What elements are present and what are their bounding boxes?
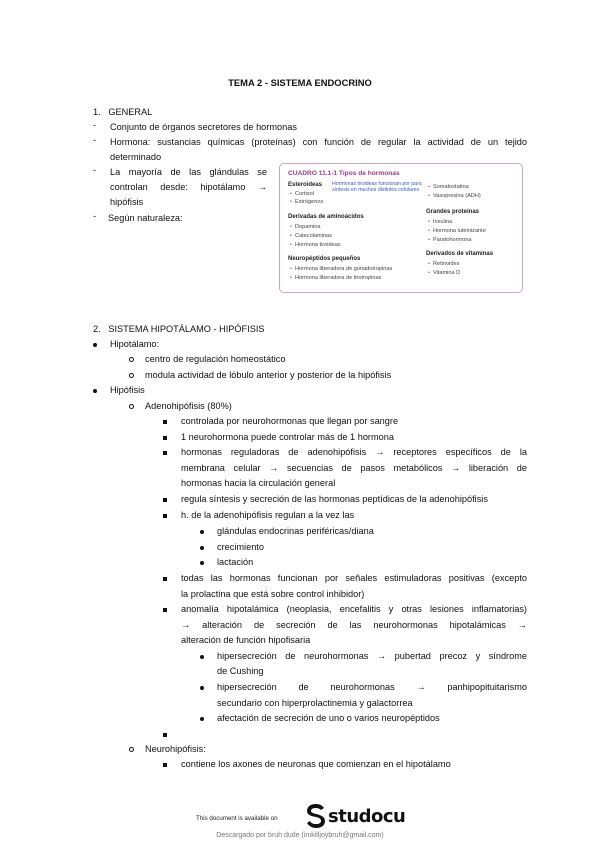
list-item: anomalía hipotalámica (neoplasia, encefalitis y otras lesiones inflamatorias): [181, 604, 527, 614]
section-heading-general: 1. GENERAL: [93, 107, 153, 117]
bullet-icon: [200, 530, 204, 534]
list-item: todas las hormonas funcionan por señales estimuladoras positivas (excepto: [181, 573, 527, 583]
list-item: hipersecreción de neurohormonas → panhipopituitarismo: [217, 682, 527, 692]
list-item: h. de la adenohipófisis regulan a la vez las: [181, 510, 355, 520]
bullet-icon: [129, 747, 134, 752]
bullet-icon: [200, 546, 204, 550]
figure-item: • Somatostatina: [428, 184, 469, 190]
figure-item: • Dopamina: [290, 224, 320, 230]
bullet-icon: [163, 514, 167, 518]
list-item: afectación de secreción de uno o varios neuropéptidos: [217, 713, 440, 723]
section-heading-hipotalamo-hipofisis: 2. SISTEMA HIPOTÁLAMO - HIPÓFISIS: [93, 324, 265, 334]
bullet-icon: [200, 655, 204, 659]
list-item: glándulas endocrinas periféricas/diana: [217, 526, 374, 536]
list-item-continued: alteración de función hipofisaria: [181, 635, 311, 645]
list-item: Neurohipófisis:: [145, 744, 206, 754]
bullet-icon: [163, 763, 167, 767]
bullet-icon: [163, 498, 167, 502]
list-item: Según naturaleza:: [108, 213, 183, 223]
document-title: TEMA 2 - SISTEMA ENDOCRINO: [228, 77, 372, 88]
list-item: Adenohipófisis (80%): [145, 401, 232, 411]
list-item: Conjunto de órganos secretores de hormonas: [110, 122, 297, 132]
list-item: La mayoría de las glándulas se: [110, 167, 267, 177]
bullet-icon: [163, 577, 167, 581]
figure-item: • Hormona luteinizante: [428, 228, 486, 234]
available-on-text: This document is available on: [196, 815, 278, 822]
figure-note: Hormonas tiroideas funcionan por para síntesis en muchos distintos celulares: [332, 181, 422, 194]
bullet-icon: [200, 686, 204, 690]
figure-item: • Vasopresina (ADH): [428, 193, 481, 199]
figure-item: • Paratohormona: [428, 237, 472, 243]
figure-item: • Insulina: [428, 219, 452, 225]
list-item: Hipófisis: [110, 385, 145, 395]
list-item: modula actividad de lóbulo anterior y posterior de la hipófisis: [145, 370, 392, 380]
bullet-icon: [163, 733, 167, 737]
figure-item: • Vitamina D: [428, 270, 460, 276]
studocu-brand[interactable]: studocu: [328, 806, 406, 827]
bullet-icon: [93, 389, 97, 393]
dash-marker: -: [93, 120, 97, 130]
bullet-icon: [129, 357, 134, 362]
figure-item: • Retinoides: [428, 261, 459, 267]
list-item-continued: hipófisis: [110, 197, 144, 207]
bullet-icon: [163, 451, 167, 455]
figure-item: • Hormona tiroideas: [290, 242, 341, 248]
bullet-icon: [129, 404, 134, 409]
dash-marker: -: [93, 165, 97, 175]
list-item: Hipotálamo:: [110, 339, 160, 349]
list-item: 1 neurohormona puede controlar más de 1 hormona: [181, 432, 394, 442]
dash-marker: -: [93, 211, 97, 221]
dash-marker: -: [93, 135, 97, 145]
bullet-icon: [163, 436, 167, 440]
figure-item: • Hormona liberadora de gonadotropinas: [290, 266, 392, 272]
list-item: controlada por neurohormonas que llegan por sangre: [181, 416, 399, 426]
hormone-types-figure: [279, 163, 523, 293]
list-item-continued: membrana celular → secuencias de pasos metabólicos → liberación de: [181, 463, 527, 473]
list-item-continued: la prolactina que está sobre control inhibidor): [181, 589, 365, 599]
list-item: Hormona: sustancias químicas (proteínas) con función de regular la actividad de un tejido: [110, 137, 527, 147]
bullet-icon: [93, 343, 97, 347]
list-item-continued: determinado: [110, 152, 162, 162]
figure-item: • Estrógenos: [290, 199, 323, 205]
studocu-logo-icon: [305, 803, 327, 829]
figure-item: • Hormona liberadora de tirotropinas: [290, 275, 381, 281]
figure-heading: Derivados de vitaminas: [426, 251, 494, 257]
figure-item: • Cortisol: [290, 191, 314, 197]
list-item: centro de regulación homeostático: [145, 354, 286, 364]
bullet-icon: [200, 717, 204, 721]
bullet-icon: [200, 561, 204, 565]
figure-heading: Esteroideas: [288, 182, 323, 188]
list-item: contiene los axones de neuronas que comienzan en el hipotálamo: [181, 759, 451, 769]
list-item: hormonas reguladoras de adenohipófisis → receptores específicos de la: [181, 447, 527, 457]
list-item-continued: de Cushing: [217, 666, 264, 676]
figure-heading: Neuropéptidos pequeños: [288, 256, 361, 262]
downloaded-by-text: Descargado por bruh dude (imkilljoybruh@gmail.com): [216, 832, 384, 839]
list-item-continued: hormonas hacia la circulación general: [181, 478, 336, 488]
list-item-continued: → alteración de secreción de las neurohormonas hipotalámicas →: [181, 620, 527, 630]
bullet-icon: [163, 420, 167, 424]
list-item: crecimiento: [217, 542, 264, 552]
figure-heading: Derivadas de aminoácidos: [288, 214, 364, 220]
list-item: lactación: [217, 557, 254, 567]
figure-title: CUADRO 11.1-1 Tipos de hormonas: [288, 170, 400, 177]
list-item-continued: controlan desde: hipotálamo →: [110, 182, 267, 192]
figure-item: • Catecolaminas: [290, 233, 332, 239]
list-item: regula síntesis y secreción de las hormonas peptídicas de la adenohipófisis: [181, 494, 488, 504]
bullet-icon: [163, 608, 167, 612]
figure-heading: Grandes proteínas: [426, 209, 480, 215]
list-item: hipersecreción de neurohormonas → pubertad precoz y síndrome: [217, 651, 527, 661]
list-item-continued: secundario con hiperprolactinemia y galactorrea: [217, 698, 413, 708]
bullet-icon: [129, 373, 134, 378]
